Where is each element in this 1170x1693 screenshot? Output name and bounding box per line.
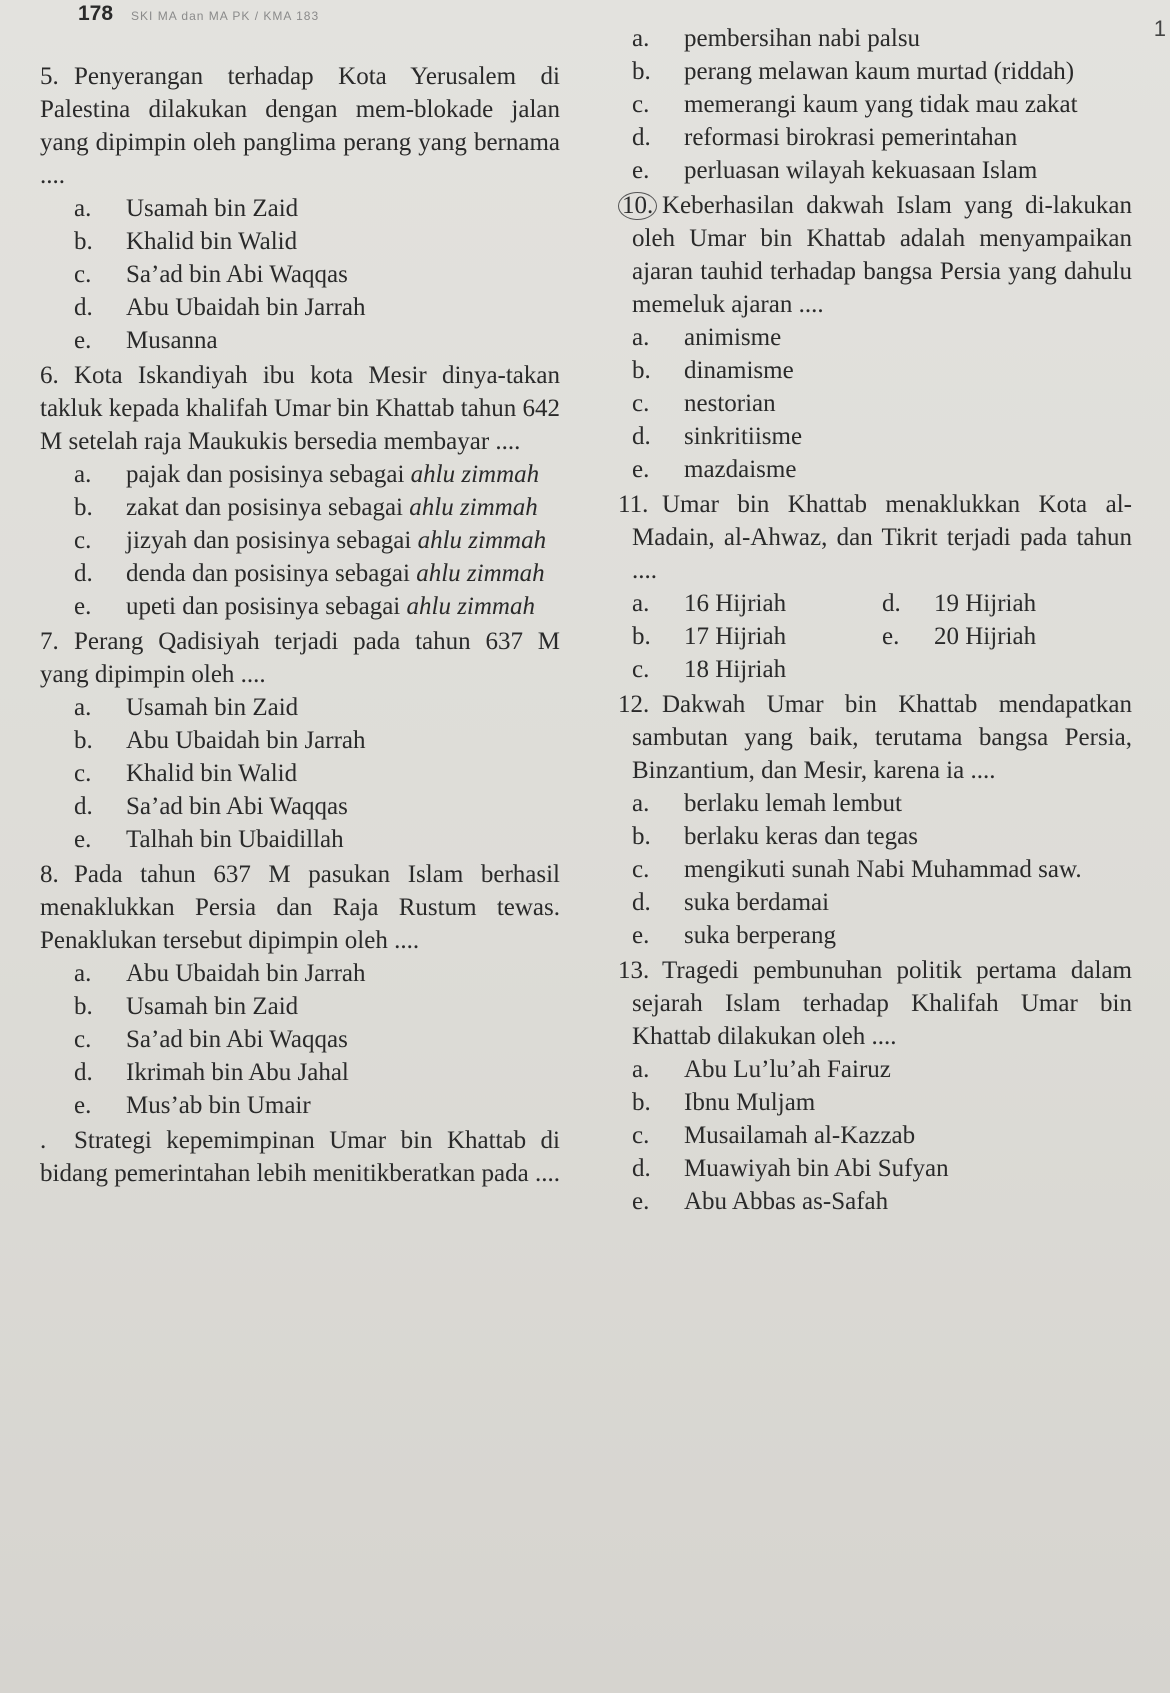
option-e: e. suka berperang bbox=[632, 922, 837, 949]
question-number: 11. bbox=[618, 491, 649, 518]
option-d: d. reformasi birokrasi pemerintahan bbox=[632, 124, 1018, 151]
option-d: d. Abu Ubaidah bin Jarrah bbox=[74, 294, 366, 321]
option-d: d. 19 Hijriah bbox=[882, 590, 1037, 617]
book-reference: SKI MA dan MA PK / KMA 183 bbox=[131, 9, 320, 23]
option-a: a. animisme bbox=[632, 324, 782, 351]
question-number: . bbox=[40, 1127, 47, 1154]
question-10 bbox=[622, 189, 1132, 486]
option-e: e. Musanna bbox=[74, 327, 218, 354]
option-b: b. Abu Ubaidah bin Jarrah bbox=[74, 727, 366, 754]
option-b: b. zakat dan posisinya sebagai ahlu zimmah bbox=[74, 494, 538, 521]
question-stem: Dakwah Umar bin Khattab mendapatkan sambutan yang baik, terutama bangsa Persia, Binzantium, dan Mesir, karena ia .... bbox=[632, 691, 1132, 784]
question-7 bbox=[40, 625, 560, 856]
option-a: a. berlaku lemah lembut bbox=[632, 790, 902, 817]
option-b: b. Khalid bin Walid bbox=[74, 228, 298, 255]
right-column bbox=[618, 22, 1132, 1220]
page-header bbox=[78, 2, 319, 26]
option-a: a. pembersihan nabi palsu bbox=[632, 25, 921, 52]
option-b: b. perang melawan kaum murtad (riddah) bbox=[632, 58, 1075, 85]
option-a: a. Abu Lu’lu’ah Fairuz bbox=[632, 1056, 891, 1083]
question-5 bbox=[40, 60, 560, 357]
option-d: d. Ikrimah bin Abu Jahal bbox=[74, 1059, 349, 1086]
question-stem: Kota Iskandiyah ibu kota Mesir dinya-takan takluk kepada khalifah Umar bin Khattab tahun 642 M setelah raja Maukukis bersedia membayar .... bbox=[40, 362, 560, 455]
option-a: a. pajak dan posisinya sebagai ahlu zimmah bbox=[74, 461, 540, 488]
option-b: b. berlaku keras dan tegas bbox=[632, 823, 918, 850]
option-b: b. 17 Hijriah bbox=[632, 623, 787, 650]
question-9-options bbox=[632, 22, 1132, 187]
options-grid bbox=[632, 587, 1132, 686]
question-6 bbox=[40, 359, 560, 623]
question-stem: Umar bin Khattab menaklukkan Kota al-Madain, al-Ahwaz, dan Tikrit terjadi pada tahun .... bbox=[632, 491, 1132, 584]
question-number: 7. bbox=[40, 628, 59, 655]
option-c: c. nestorian bbox=[632, 390, 776, 417]
option-e: e. Abu Abbas as-Safah bbox=[632, 1188, 889, 1215]
option-d: d. sinkritiisme bbox=[632, 423, 803, 450]
option-a: a. 16 Hijriah bbox=[632, 590, 787, 617]
option-c: c. jizyah dan posisinya sebagai ahlu zimmah bbox=[74, 527, 547, 554]
option-c: c. Musailamah al-Kazzab bbox=[632, 1122, 916, 1149]
question-stem: Perang Qadisiyah terjadi pada tahun 637 M yang dipimpin oleh .... bbox=[40, 628, 560, 688]
question-stem: Keberhasilan dakwah Islam yang di-lakukan oleh Umar bin Khattab adalah menyampaikan ajaran tauhid terhadap bangsa Persia yang dahulu memeluk ajaran .... bbox=[632, 192, 1132, 318]
option-b: b. dinamisme bbox=[632, 357, 794, 384]
question-11 bbox=[618, 488, 1132, 686]
option-b: b. Ibnu Muljam bbox=[632, 1089, 816, 1116]
option-d: d. Sa’ad bin Abi Waqqas bbox=[74, 793, 348, 820]
option-e: e. upeti dan posisinya sebagai ahlu zimmah bbox=[74, 593, 535, 620]
page-number: 178 bbox=[78, 2, 114, 25]
question-stem: Tragedi pembunuhan politik pertama dalam sejarah Islam terhadap Khalifah Umar bin Khattab dilakukan oleh .... bbox=[632, 957, 1132, 1050]
question-number: 5. bbox=[40, 63, 59, 90]
question-12 bbox=[618, 688, 1132, 952]
question-13 bbox=[618, 954, 1132, 1218]
option-c: c. Sa’ad bin Abi Waqqas bbox=[74, 261, 348, 288]
option-c: c. mengikuti sunah Nabi Muhammad saw. bbox=[632, 856, 1082, 883]
option-e: e. Talhah bin Ubaidillah bbox=[74, 826, 344, 853]
option-c: c. Khalid bin Walid bbox=[74, 760, 298, 787]
option-c: c. Sa’ad bin Abi Waqqas bbox=[74, 1026, 348, 1053]
option-a: a. Usamah bin Zaid bbox=[74, 694, 299, 721]
option-b: b. Usamah bin Zaid bbox=[74, 993, 299, 1020]
option-e: e. mazdaisme bbox=[632, 456, 797, 483]
option-c: c. memerangi kaum yang tidak mau zakat bbox=[632, 91, 1078, 118]
corner-number: 1 bbox=[1153, 16, 1166, 41]
option-e: e. perluasan wilayah kekuasaan Islam bbox=[632, 157, 1038, 184]
question-number: 6. bbox=[40, 362, 59, 389]
question-number: 10. bbox=[618, 189, 662, 222]
question-stem: Strategi kepemimpinan Umar bin Khattab di bidang pemerintahan lebih menitikberatkan pada .... bbox=[40, 1127, 560, 1187]
left-column bbox=[40, 60, 560, 1192]
option-a: a. Usamah bin Zaid bbox=[74, 195, 299, 222]
option-d: d. Muawiyah bin Abi Sufyan bbox=[632, 1155, 949, 1182]
option-d: d. suka berdamai bbox=[632, 889, 830, 916]
question-stem: Penyerangan terhadap Kota Yerusalem di Palestina dilakukan dengan mem-blokade jalan yang dipimpin oleh panglima perang yang bernama .... bbox=[40, 63, 560, 189]
question-number: 13. bbox=[618, 957, 650, 984]
option-a: a. Abu Ubaidah bin Jarrah bbox=[74, 960, 366, 987]
question-number: 8. bbox=[40, 861, 59, 888]
option-c: c. 18 Hijriah bbox=[632, 656, 787, 683]
option-e: e. Mus’ab bin Umair bbox=[74, 1092, 311, 1119]
question-8 bbox=[40, 858, 560, 1122]
question-number: 12. bbox=[618, 691, 650, 718]
question-stem: Pada tahun 637 M pasukan Islam berhasil menaklukkan Persia dan Raja Rustum tewas. Penaklukan tersebut dipimpin oleh .... bbox=[40, 861, 560, 954]
question-9 bbox=[40, 1124, 560, 1190]
option-e: e. 20 Hijriah bbox=[882, 623, 1037, 650]
option-d: d. denda dan posisinya sebagai ahlu zimmah bbox=[74, 560, 545, 587]
